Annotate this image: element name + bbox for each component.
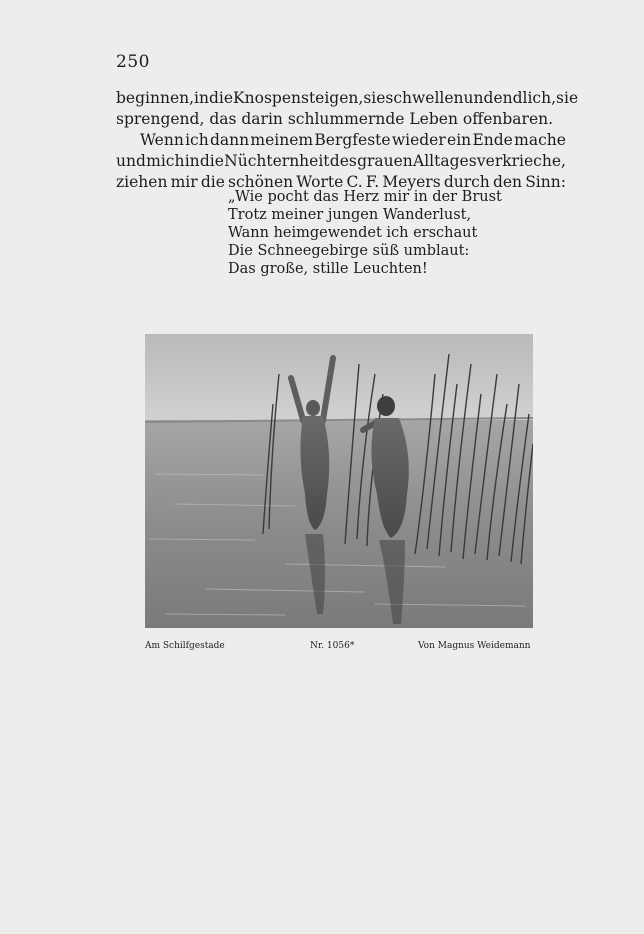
- text-word: mir: [170, 173, 198, 191]
- photograph: [145, 334, 533, 628]
- text-word: Wenn: [140, 131, 184, 149]
- text-line-2: [116, 109, 566, 130]
- text-word: mich: [146, 152, 185, 170]
- text-line-3: [116, 130, 566, 151]
- text-word: Bergfeste: [314, 131, 391, 149]
- poem-line: Die Schneegebirge süß umblaut:: [228, 243, 470, 259]
- text-word: die: [200, 173, 225, 191]
- text-word: in: [194, 89, 209, 107]
- text-word: C.: [346, 173, 363, 191]
- text-line-1: [116, 88, 579, 109]
- text-word: des: [329, 152, 357, 170]
- text-word: Ende: [472, 131, 513, 149]
- poem-line: Wann heimgewendet ich erschaut: [228, 225, 478, 241]
- text-word: endlich,: [493, 89, 557, 107]
- text-word: sie: [363, 89, 386, 107]
- caption-title: Am Schilfgestade: [145, 641, 225, 651]
- text-word: wieder: [391, 131, 446, 149]
- body-text: [116, 88, 579, 193]
- page-number: 250: [116, 52, 150, 72]
- photo-illustration: [145, 334, 533, 628]
- caption-number: Nr. 1056*: [310, 641, 355, 651]
- text-word: ich: [185, 131, 209, 149]
- text-word: ein: [447, 131, 472, 149]
- text-word: Sinn:: [525, 173, 566, 191]
- text-word: verkrieche,: [476, 152, 566, 170]
- text-word: Nüchternheit: [224, 152, 330, 170]
- text-word: das: [209, 110, 237, 128]
- poem-line: Das große, stille Leuchten!: [228, 261, 428, 277]
- text-word: den: [492, 173, 523, 191]
- text-word: Alltages: [413, 152, 477, 170]
- text-word: dann: [210, 131, 250, 149]
- text-word: schönen: [228, 173, 294, 191]
- text-word: sprengend,: [116, 110, 205, 128]
- text-word: sie: [556, 89, 579, 107]
- text-word: ziehen: [116, 173, 168, 191]
- text-word: schlummernde: [287, 110, 405, 128]
- sky: [145, 334, 533, 424]
- poem-line: Trotz meiner jungen Wanderlust,: [228, 207, 472, 223]
- text-line-4: [116, 151, 566, 172]
- text-word: mache: [514, 131, 566, 149]
- text-word: die: [199, 152, 224, 170]
- text-word: schwellen: [385, 89, 464, 107]
- text-word: Meyers: [382, 173, 441, 191]
- text-word: darin: [241, 110, 283, 128]
- text-word: grauen: [357, 152, 413, 170]
- text-word: Knospen: [233, 89, 301, 107]
- text-word: die: [208, 89, 234, 107]
- text-word: offenbaren.: [462, 110, 554, 128]
- text-word: meinem: [250, 131, 314, 149]
- text-word: Worte: [296, 173, 344, 191]
- poem-line: „Wie pocht das Herz mir in der Brust: [228, 189, 502, 205]
- text-word: Leben: [409, 110, 458, 128]
- caption-author: Von Magnus Weidemann: [418, 641, 531, 651]
- text-word: F.: [365, 173, 380, 191]
- text-word: steigen,: [300, 89, 364, 107]
- text-word: durch: [443, 173, 490, 191]
- text-word: und: [116, 152, 146, 170]
- text-word: in: [184, 152, 200, 170]
- poem-quote: [228, 188, 502, 278]
- text-word: beginnen,: [116, 89, 195, 107]
- text-word: und: [463, 89, 494, 107]
